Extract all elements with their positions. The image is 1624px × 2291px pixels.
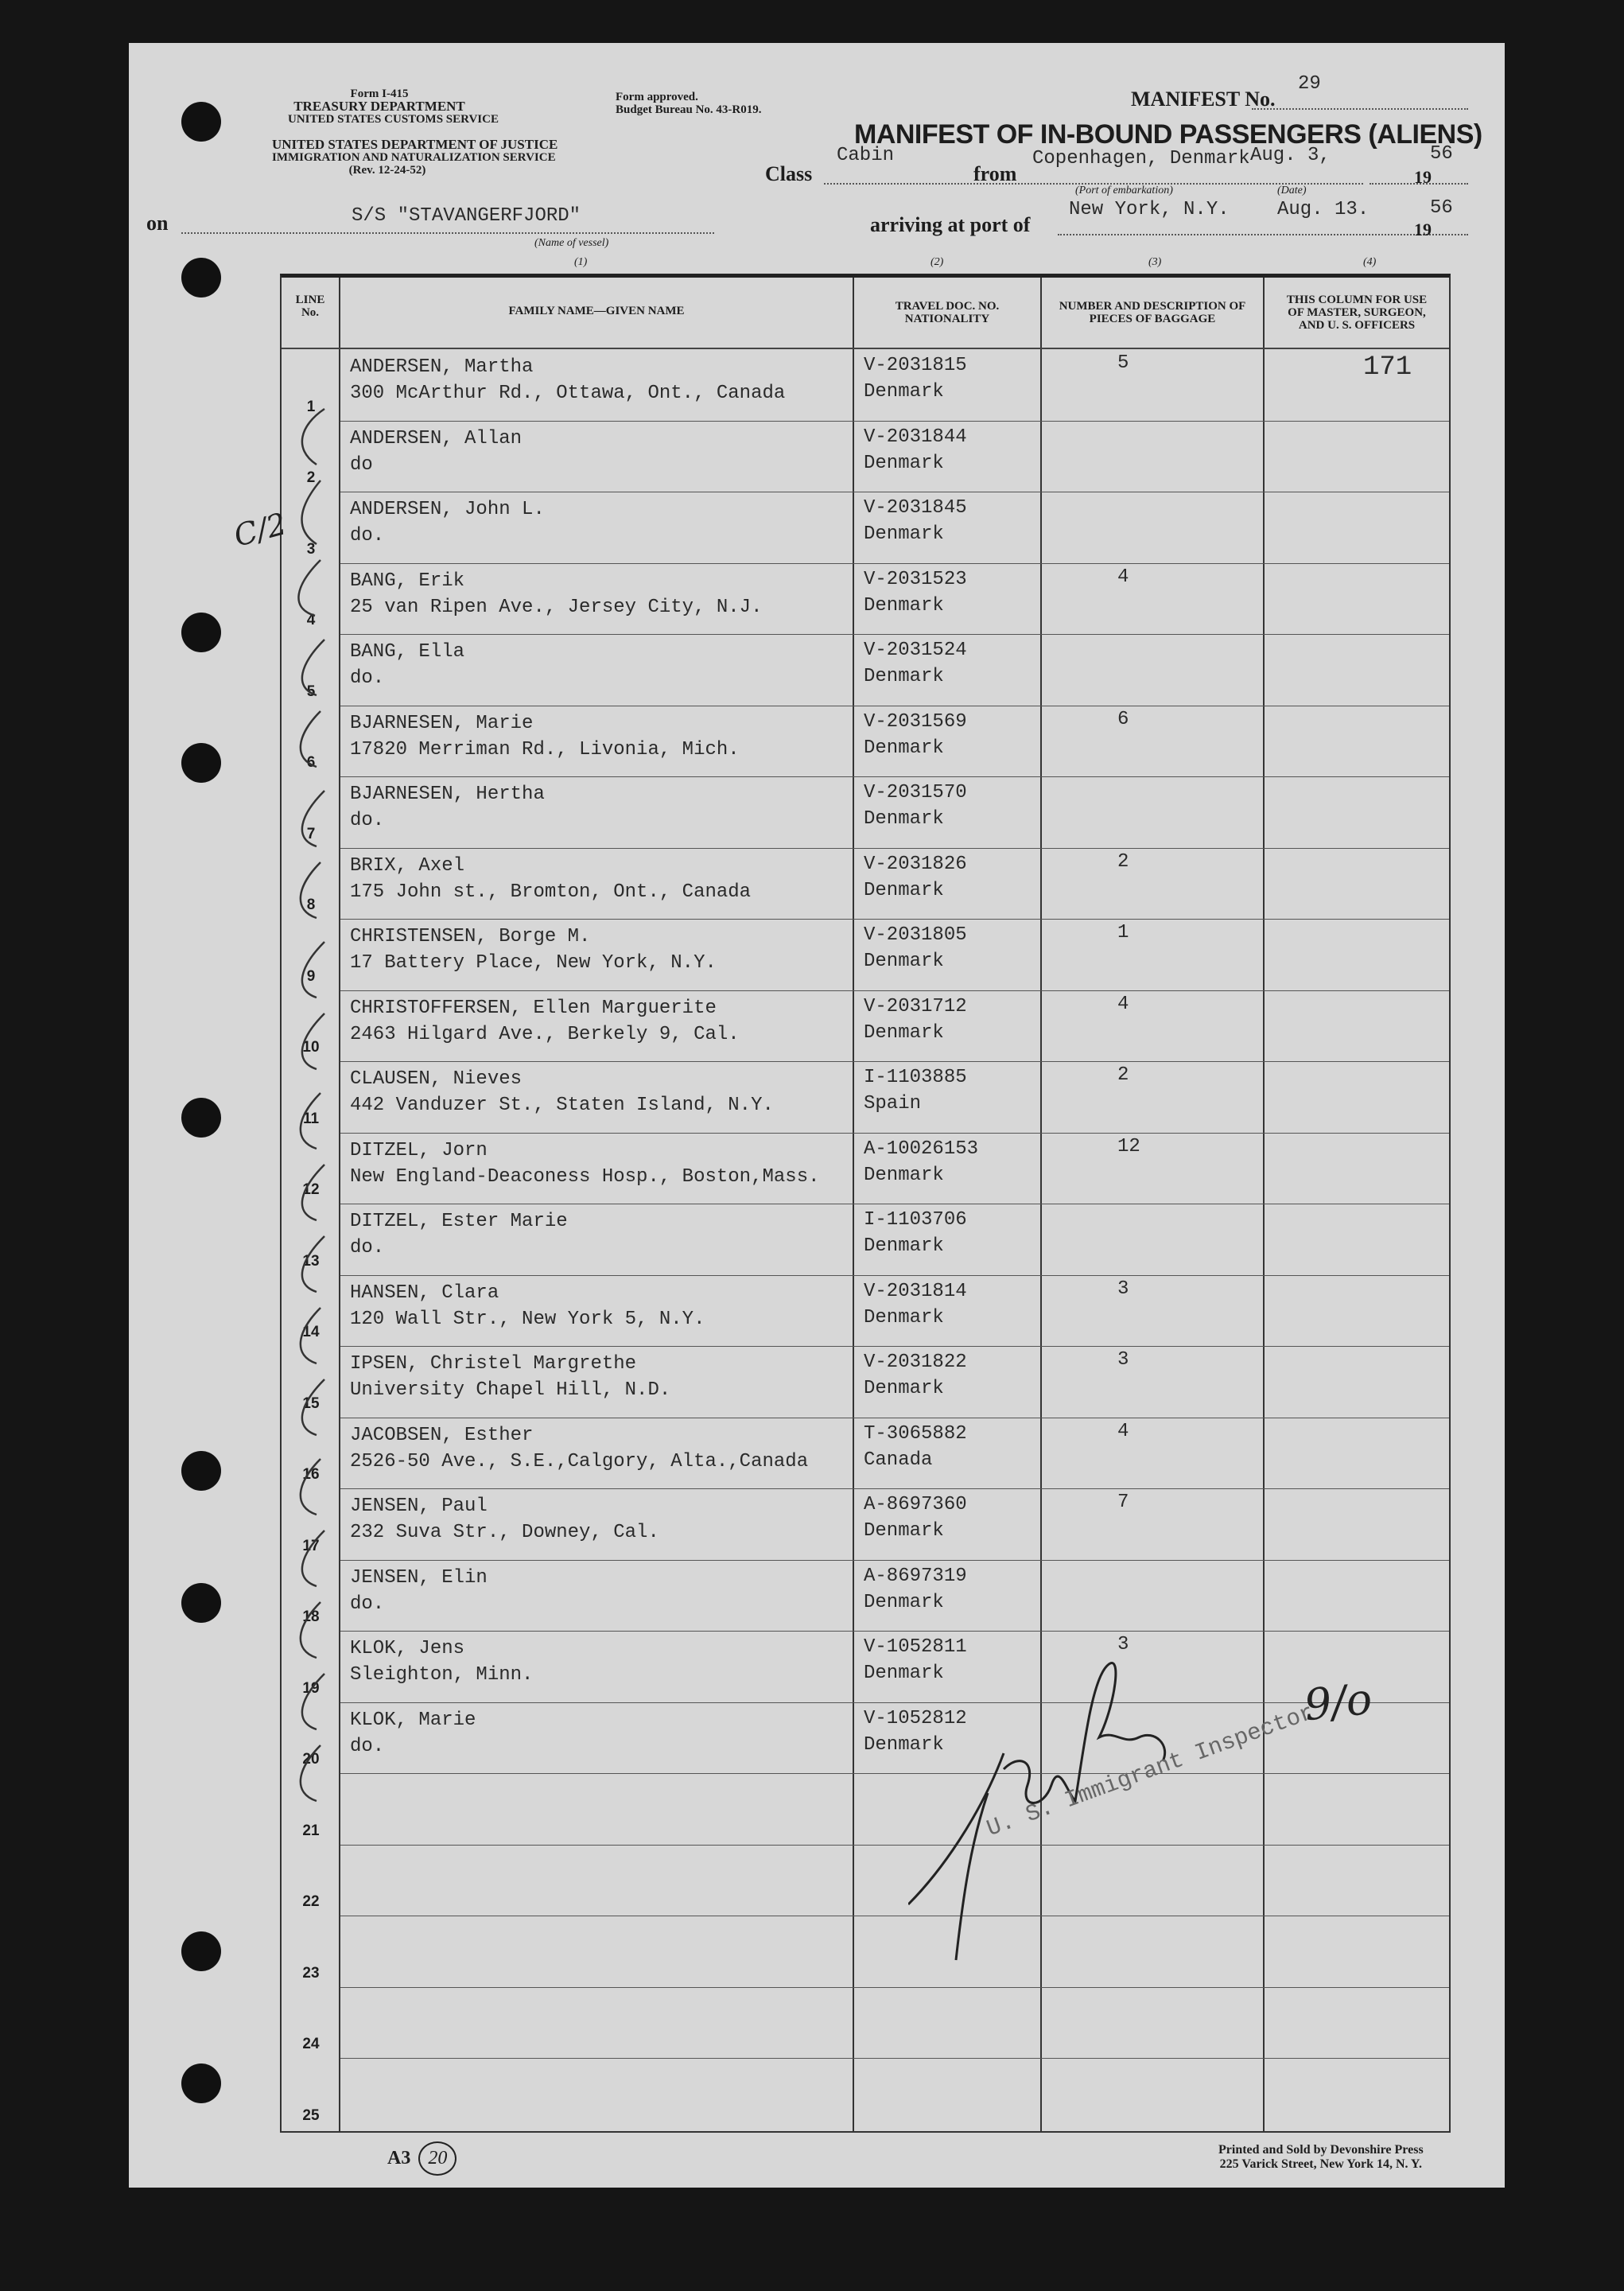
nationality: Denmark <box>864 1663 944 1685</box>
table-row <box>282 634 1449 706</box>
line-number: 24 <box>302 2036 320 2053</box>
line-number: 19 <box>302 1679 320 1697</box>
travel-doc-cell <box>864 709 967 761</box>
passenger-name: KLOK, Jens <box>350 1638 465 1660</box>
passenger-name: BANG, Ella <box>350 641 465 663</box>
passenger-name-cell <box>350 1280 705 1332</box>
officer-initials: 9/o <box>1301 1673 1375 1731</box>
baggage-count: 1 <box>1117 922 1129 944</box>
passenger-name-cell <box>350 426 522 478</box>
line-number: 22 <box>302 1893 320 1911</box>
travel-doc-cell <box>864 1563 967 1616</box>
passenger-name: BRIX, Axel <box>350 854 465 877</box>
punch-hole <box>181 1451 221 1491</box>
passenger-name-cell <box>350 924 717 976</box>
ditto-bracket-marks <box>277 377 364 1873</box>
travel-doc-number: A-8697360 <box>864 1494 967 1516</box>
table-row <box>282 1631 1449 1702</box>
form-header-block <box>288 88 499 126</box>
nationality: Denmark <box>864 381 944 403</box>
nationality: Denmark <box>864 737 944 759</box>
col-header-travel-doc: TRAVEL DOC. NO. NATIONALITY <box>895 300 1000 325</box>
baggage-count: 7 <box>1117 1492 1129 1514</box>
line-number: 4 <box>306 612 316 629</box>
footer-line-2: 225 Varick Street, New York 14, N. Y. <box>1219 2157 1423 2171</box>
line-number: 21 <box>302 1822 320 1839</box>
passenger-name: ANDERSEN, Allan <box>350 427 523 449</box>
passenger-address: New England-Deaconess Hosp., Boston,Mass. <box>350 1165 820 1188</box>
baggage-count: 12 <box>1117 1135 1140 1157</box>
travel-doc-number: V-2031814 <box>864 1280 967 1302</box>
passenger-name-cell <box>350 568 762 620</box>
travel-doc-number: V-2031845 <box>864 497 967 519</box>
passenger-name: CHRISTENSEN, Borge M. <box>350 926 591 948</box>
table-row <box>282 1987 1449 2059</box>
travel-doc-cell <box>864 1421 967 1473</box>
passenger-name-cell <box>350 781 545 834</box>
nationality: Denmark <box>864 808 944 830</box>
travel-doc-cell <box>864 994 967 1046</box>
vessel-name: S/S "STAVANGERFJORD" <box>352 205 581 227</box>
passenger-name: BJARNESEN, Marie <box>350 712 534 734</box>
table-row <box>282 563 1449 635</box>
baggage-count: 4 <box>1117 566 1129 588</box>
revision: (Rev. 12-24-52) <box>348 164 426 177</box>
officer-note: 171 <box>1363 352 1412 383</box>
punch-hole <box>181 613 221 652</box>
line-number: 10 <box>302 1039 320 1056</box>
passenger-table <box>280 274 1451 2133</box>
travel-doc-number: A-10026153 <box>864 1138 979 1160</box>
travel-doc-number: I-1103885 <box>864 1067 967 1089</box>
passenger-address: 175 John st., Bromton, Ont., Canada <box>350 881 752 903</box>
passenger-name-cell <box>350 1422 808 1475</box>
nationality: Spain <box>864 1093 922 1115</box>
travel-doc-number: V-2031815 <box>864 355 967 376</box>
travel-doc-number: V-2031822 <box>864 1352 967 1374</box>
doj-line-1: UNITED STATES DEPARTMENT OF JUSTICE <box>272 137 558 152</box>
travel-doc-number: A-8697319 <box>864 1565 967 1587</box>
passenger-name: DITZEL, Jorn <box>350 1139 488 1161</box>
travel-doc-number: V-2031524 <box>864 640 967 662</box>
passenger-address: 2526-50 Ave., S.E.,Calgory, Alta.,Canada <box>350 1450 809 1472</box>
nationality: Canada <box>864 1449 933 1471</box>
passenger-address: do <box>350 453 373 476</box>
table-row <box>282 349 1449 421</box>
nationality: Denmark <box>864 523 944 546</box>
passenger-address: do. <box>350 525 385 547</box>
table-row <box>282 776 1449 848</box>
passenger-address: 232 Suva Str., Downey, Cal. <box>350 1522 659 1544</box>
table-row <box>282 706 1449 777</box>
nationality: Denmark <box>864 879 944 901</box>
arrival-year: 56 <box>1430 197 1453 219</box>
passenger-name: HANSEN, Clara <box>350 1282 499 1304</box>
table-row <box>282 2058 1449 2130</box>
depart-year: 56 <box>1430 143 1453 165</box>
travel-doc-number: V-1052812 <box>864 1707 967 1729</box>
passenger-name-cell <box>350 1066 774 1118</box>
baggage-count: 2 <box>1117 1064 1129 1087</box>
table-row <box>282 919 1449 990</box>
line-number: 8 <box>306 897 316 914</box>
line-number: 5 <box>306 683 316 700</box>
passenger-name-cell <box>350 1351 670 1403</box>
line-number: 6 <box>306 754 316 772</box>
passenger-name: JACOBSEN, Esther <box>350 1424 534 1446</box>
depart-year-prefix: 19 <box>1414 167 1432 187</box>
line-number: 9 <box>306 967 316 985</box>
travel-doc-cell <box>864 922 967 974</box>
depart-date: Aug. 3, <box>1250 145 1331 166</box>
footer-line-1: Printed and Sold by Devonshire Press <box>1218 2143 1424 2157</box>
arriving-label: arriving at port of <box>870 213 1031 236</box>
passenger-name: JENSEN, Elin <box>350 1566 488 1589</box>
page-code <box>387 2141 457 2176</box>
passenger-name-cell <box>350 1138 820 1190</box>
travel-doc-cell <box>864 566 967 619</box>
line-number: 17 <box>302 1537 320 1554</box>
line-number: 12 <box>302 1181 320 1199</box>
passenger-address: 17820 Merriman Rd., Livonia, Mich. <box>350 738 740 760</box>
line-number: 16 <box>302 1466 320 1484</box>
passenger-name-cell <box>350 1493 659 1546</box>
nationality: Denmark <box>864 1235 944 1258</box>
travel-doc-number: V-2031523 <box>864 568 967 590</box>
punch-hole <box>181 102 221 142</box>
arrival-year-prefix: 19 <box>1414 220 1432 239</box>
doj-block <box>272 137 558 177</box>
travel-doc-number: V-2031805 <box>864 924 967 947</box>
from-label: from <box>973 162 1017 185</box>
line-number: 7 <box>306 825 316 842</box>
travel-doc-cell <box>864 424 967 476</box>
table-row <box>282 1346 1449 1418</box>
table-row <box>282 990 1449 1062</box>
col-header-baggage: NUMBER AND DESCRIPTION OF PIECES OF BAGGAGE <box>1059 300 1246 325</box>
nationality: Denmark <box>864 452 944 474</box>
travel-doc-cell <box>864 780 967 832</box>
passenger-name-cell <box>350 995 740 1048</box>
arrival-date: Aug. 13. <box>1277 199 1370 220</box>
table-row <box>282 421 1449 492</box>
baggage-count: 3 <box>1117 1349 1129 1371</box>
manifest-sheet <box>129 43 1505 2188</box>
travel-doc-number: V-2031844 <box>864 426 967 448</box>
passenger-address: do. <box>350 810 385 832</box>
baggage-count: 2 <box>1117 850 1129 873</box>
approved-line-1: Form approved. <box>616 91 698 103</box>
table-row <box>282 1275 1449 1347</box>
nationality: Denmark <box>864 1733 944 1756</box>
line-number: 20 <box>302 1751 320 1768</box>
manifest-number: 29 <box>1298 73 1321 95</box>
table-row <box>282 1488 1449 1560</box>
margin-note: C/2 <box>230 506 290 554</box>
travel-doc-cell <box>864 637 967 690</box>
col-header-officers: THIS COLUMN FOR USE OF MASTER, SURGEON, AND U. S. OFFICERS <box>1286 294 1428 332</box>
travel-doc-cell <box>864 495 967 547</box>
passenger-name: ANDERSEN, Martha <box>350 356 534 378</box>
passenger-name: BANG, Erik <box>350 570 465 592</box>
passenger-name: IPSEN, Christel Margrethe <box>350 1353 637 1375</box>
baggage-count: 3 <box>1117 1278 1129 1300</box>
travel-doc-cell <box>864 1207 967 1259</box>
baggage-count: 4 <box>1117 1420 1129 1442</box>
passenger-name-cell <box>350 639 464 691</box>
passenger-name-cell <box>350 710 740 763</box>
passenger-name-cell <box>350 1636 533 1688</box>
table-row <box>282 1773 1449 1845</box>
passenger-address: 2463 Hilgard Ave., Berkely 9, Cal. <box>350 1023 740 1045</box>
form-number: Form I-415 <box>350 88 409 100</box>
line-number: 3 <box>306 540 316 558</box>
line-number: 11 <box>302 1110 320 1127</box>
baggage-count: 6 <box>1117 708 1129 730</box>
travel-doc-number: V-2031569 <box>864 710 967 733</box>
approved-line-2: Budget Bureau No. 43-R019. <box>616 103 762 116</box>
table-row <box>282 1845 1449 1916</box>
travel-doc-cell <box>864 1492 967 1544</box>
travel-doc-number: V-2031826 <box>864 853 967 875</box>
travel-doc-number: I-1103706 <box>864 1209 967 1231</box>
class-label: Class <box>765 162 813 185</box>
vessel-caption: (Name of vessel) <box>534 237 609 249</box>
passenger-name: JENSEN, Paul <box>350 1496 488 1518</box>
line-number: 25 <box>302 2106 320 2124</box>
line-number: 1 <box>306 398 316 415</box>
travel-doc-cell <box>864 352 967 405</box>
punch-hole <box>181 1098 221 1138</box>
travel-doc-cell <box>864 1136 978 1188</box>
inspector-signature <box>908 1634 1195 2016</box>
date-caption: (Date) <box>1277 185 1307 196</box>
table-row <box>282 492 1449 563</box>
nationality: Denmark <box>864 1306 944 1328</box>
from-value: Copenhagen, Denmark <box>1032 148 1250 169</box>
approval-block <box>616 91 762 116</box>
baggage-count: 5 <box>1117 352 1129 374</box>
punch-hole <box>181 2063 221 2103</box>
punch-hole <box>181 743 221 783</box>
passenger-address: do. <box>350 1735 385 1757</box>
passenger-name: BJARNESEN, Hertha <box>350 784 545 806</box>
col-header-line: LINE No. <box>295 294 325 319</box>
passenger-address: 300 McArthur Rd., Ottawa, Ont., Canada <box>350 383 786 404</box>
table-row <box>282 1560 1449 1632</box>
travel-doc-number: V-2031570 <box>864 782 967 804</box>
nationality: Denmark <box>864 1591 944 1613</box>
passenger-name-cell <box>350 1707 476 1760</box>
printer-footer <box>1218 2143 1424 2172</box>
nationality: Denmark <box>864 951 944 973</box>
passenger-name: CHRISTOFFERSEN, Ellen Marguerite <box>350 997 717 1019</box>
doj-line-2: IMMIGRATION AND NATURALIZATION SERVICE <box>272 151 556 164</box>
line-number: 13 <box>302 1252 320 1270</box>
nationality: Denmark <box>864 1164 944 1186</box>
passenger-name: KLOK, Marie <box>350 1709 476 1731</box>
col-header-name: FAMILY NAME—GIVEN NAME <box>508 305 685 317</box>
agency-line-1: TREASURY DEPARTMENT <box>293 99 465 114</box>
line-number: 18 <box>302 1608 320 1626</box>
passenger-name-cell <box>350 1208 568 1261</box>
travel-doc-cell <box>864 1349 967 1402</box>
nationality: Denmark <box>864 1021 944 1044</box>
travel-doc-number: T-3065882 <box>864 1422 967 1445</box>
manifest-number-label: MANIFEST No. <box>1131 88 1276 111</box>
passenger-name-cell <box>350 354 785 406</box>
passenger-name-cell <box>350 496 545 549</box>
punch-hole <box>181 1931 221 1971</box>
port-embarkation-caption: (Port of embarkation) <box>1075 185 1173 196</box>
inspector-stamp: U. S. Immigrant Inspector <box>983 1699 1318 1843</box>
nationality: Denmark <box>864 666 944 688</box>
passenger-name: DITZEL, Ester Marie <box>350 1211 568 1233</box>
passenger-address: do. <box>350 1237 385 1259</box>
passenger-name: CLAUSEN, Nieves <box>350 1068 523 1091</box>
col-index-3: (3) <box>1148 256 1162 268</box>
nationality: Denmark <box>864 1378 944 1400</box>
page-code-circled: 20 <box>418 2141 457 2176</box>
punch-hole <box>181 258 221 298</box>
passenger-address: do. <box>350 667 385 690</box>
passenger-address: 17 Battery Place, New York, N.Y. <box>350 952 717 974</box>
baggage-count: 3 <box>1117 1634 1129 1656</box>
line-number: 15 <box>302 1394 320 1412</box>
passenger-address: 25 van Ripen Ave., Jersey City, N.J. <box>350 596 763 618</box>
passenger-address: 120 Wall Str., New York 5, N.Y. <box>350 1308 705 1330</box>
baggage-count: 4 <box>1117 993 1129 1015</box>
col-index-2: (2) <box>930 256 944 268</box>
line-number: 14 <box>302 1324 320 1341</box>
table-row <box>282 1061 1449 1133</box>
arrival-port: New York, N.Y. <box>1069 199 1230 220</box>
passenger-address: do. <box>350 1593 385 1615</box>
passenger-address: University Chapel Hill, N.D. <box>350 1379 671 1402</box>
travel-doc-cell <box>864 1064 967 1117</box>
nationality: Denmark <box>864 594 944 617</box>
col-index-1: (1) <box>574 256 588 268</box>
table-row <box>282 1418 1449 1489</box>
travel-doc-number: V-2031712 <box>864 995 967 1017</box>
punch-hole <box>181 1583 221 1623</box>
table-body <box>282 349 1449 2131</box>
page-code-prefix: A3 <box>387 2148 411 2168</box>
line-number: 2 <box>306 469 316 487</box>
line-number: 23 <box>302 1964 320 1982</box>
nationality: Denmark <box>864 1520 944 1542</box>
agency-line-2: UNITED STATES CUSTOMS SERVICE <box>288 113 499 126</box>
passenger-name-cell <box>350 1565 488 1617</box>
table-row <box>282 1204 1449 1275</box>
col-index-4: (4) <box>1363 256 1377 268</box>
travel-doc-cell <box>864 851 967 904</box>
class-value: Cabin <box>837 145 895 166</box>
passenger-name: ANDERSEN, John L. <box>350 499 545 521</box>
passenger-address: Sleighton, Minn. <box>350 1664 534 1686</box>
travel-doc-cell <box>864 1278 967 1331</box>
table-row <box>282 1916 1449 1987</box>
table-row <box>282 848 1449 920</box>
on-label: on <box>146 212 169 235</box>
table-row <box>282 1133 1449 1204</box>
passenger-address: 442 Vanduzer St., Staten Island, N.Y. <box>350 1095 774 1117</box>
passenger-name-cell <box>350 853 751 905</box>
manifest-title: MANIFEST OF IN-BOUND PASSENGERS (ALIENS) <box>854 119 1482 150</box>
travel-doc-number: V-1052811 <box>864 1636 967 1659</box>
